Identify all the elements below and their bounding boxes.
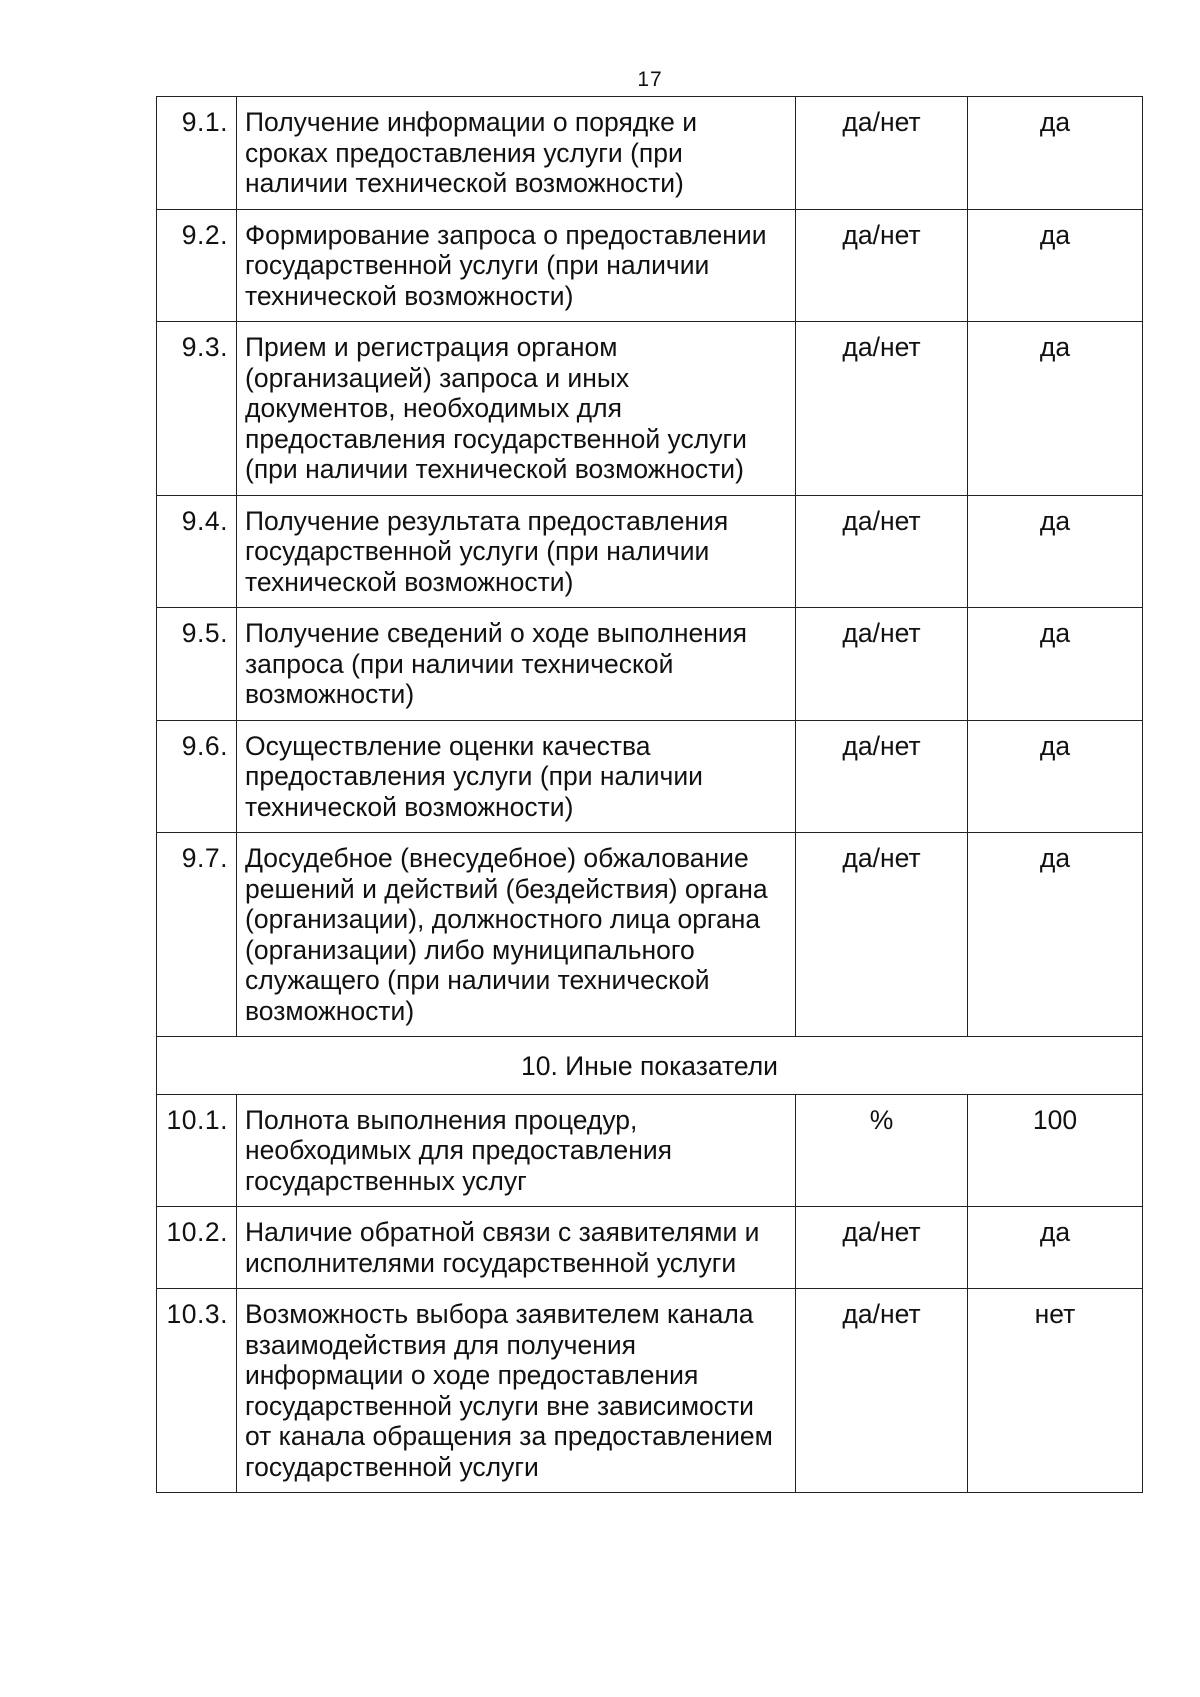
table-row xyxy=(157,97,1143,210)
table-row xyxy=(157,1094,1143,1207)
unit-of-measure: да/нет xyxy=(796,1289,968,1493)
indicator-value: да xyxy=(968,495,1143,608)
indicator-name: Возможность выбора заявителем канала взаимодействия для получения информации о ходе предоставления государственной услуги вне зависимости от канала обращения за предоставлением государственной услуги xyxy=(237,1289,796,1493)
unit-of-measure: да/нет xyxy=(796,322,968,496)
indicator-name: Получение результата предоставления государственной услуги (при наличии технической возможности) xyxy=(237,495,796,608)
indicator-name: Полнота выполнения процедур, необходимых для предоставления государственных услуг xyxy=(237,1094,796,1207)
row-number: 9.4. xyxy=(157,495,237,608)
unit-of-measure: да/нет xyxy=(796,209,968,322)
unit-of-measure: да/нет xyxy=(796,833,968,1037)
indicator-value: да xyxy=(968,1207,1143,1289)
unit-of-measure: да/нет xyxy=(796,97,968,210)
indicator-value: 100 xyxy=(968,1094,1143,1207)
indicator-value: нет xyxy=(968,1289,1143,1493)
row-number: 10.1. xyxy=(157,1094,237,1207)
unit-of-measure: да/нет xyxy=(796,720,968,833)
row-number: 9.3. xyxy=(157,322,237,496)
indicator-name: Наличие обратной связи с заявителями и исполнителями государственной услуги xyxy=(237,1207,796,1289)
indicator-value: да xyxy=(968,209,1143,322)
row-number: 9.6. xyxy=(157,720,237,833)
row-number: 9.5. xyxy=(157,608,237,721)
indicator-value: да xyxy=(968,833,1143,1037)
unit-of-measure: да/нет xyxy=(796,608,968,721)
indicator-name: Получение информации о порядке и сроках предоставления услуги (при наличии технической возможности) xyxy=(237,97,796,210)
row-number: 10.2. xyxy=(157,1207,237,1289)
table-row xyxy=(157,209,1143,322)
table-row xyxy=(157,495,1143,608)
section-title: 10. Иные показатели xyxy=(157,1037,1143,1095)
row-number: 9.2. xyxy=(157,209,237,322)
indicator-value: да xyxy=(968,97,1143,210)
table-row xyxy=(157,608,1143,721)
indicator-value: да xyxy=(968,322,1143,496)
indicator-name: Осуществление оценки качества предоставления услуги (при наличии технической возможности) xyxy=(237,720,796,833)
table-row xyxy=(157,322,1143,496)
unit-of-measure: да/нет xyxy=(796,1207,968,1289)
indicators-table-body xyxy=(157,97,1143,1493)
row-number: 9.7. xyxy=(157,833,237,1037)
section-header-row xyxy=(157,1037,1143,1095)
indicators-table xyxy=(156,96,1143,1493)
table-row xyxy=(157,833,1143,1037)
row-number: 9.1. xyxy=(157,97,237,210)
row-number: 10.3. xyxy=(157,1289,237,1493)
indicator-name: Прием и регистрация органом (организацией) запроса и иных документов, необходимых для предоставления государственной услуги (при наличии технической возможности) xyxy=(237,322,796,496)
unit-of-measure: да/нет xyxy=(796,495,968,608)
table-row xyxy=(157,1207,1143,1289)
indicator-name: Формирование запроса о предоставлении государственной услуги (при наличии технической возможности) xyxy=(237,209,796,322)
unit-of-measure: % xyxy=(796,1094,968,1207)
table-row xyxy=(157,720,1143,833)
indicator-value: да xyxy=(968,608,1143,721)
indicator-value: да xyxy=(968,720,1143,833)
indicator-name: Получение сведений о ходе выполнения запроса (при наличии технической возможности) xyxy=(237,608,796,721)
indicator-name: Досудебное (внесудебное) обжалование решений и действий (бездействия) органа (организации), должностного лица органа (организации) либо муниципального служащего (при наличии технической возможности) xyxy=(237,833,796,1037)
page-number: 17 xyxy=(637,68,663,91)
table-row xyxy=(157,1289,1143,1493)
